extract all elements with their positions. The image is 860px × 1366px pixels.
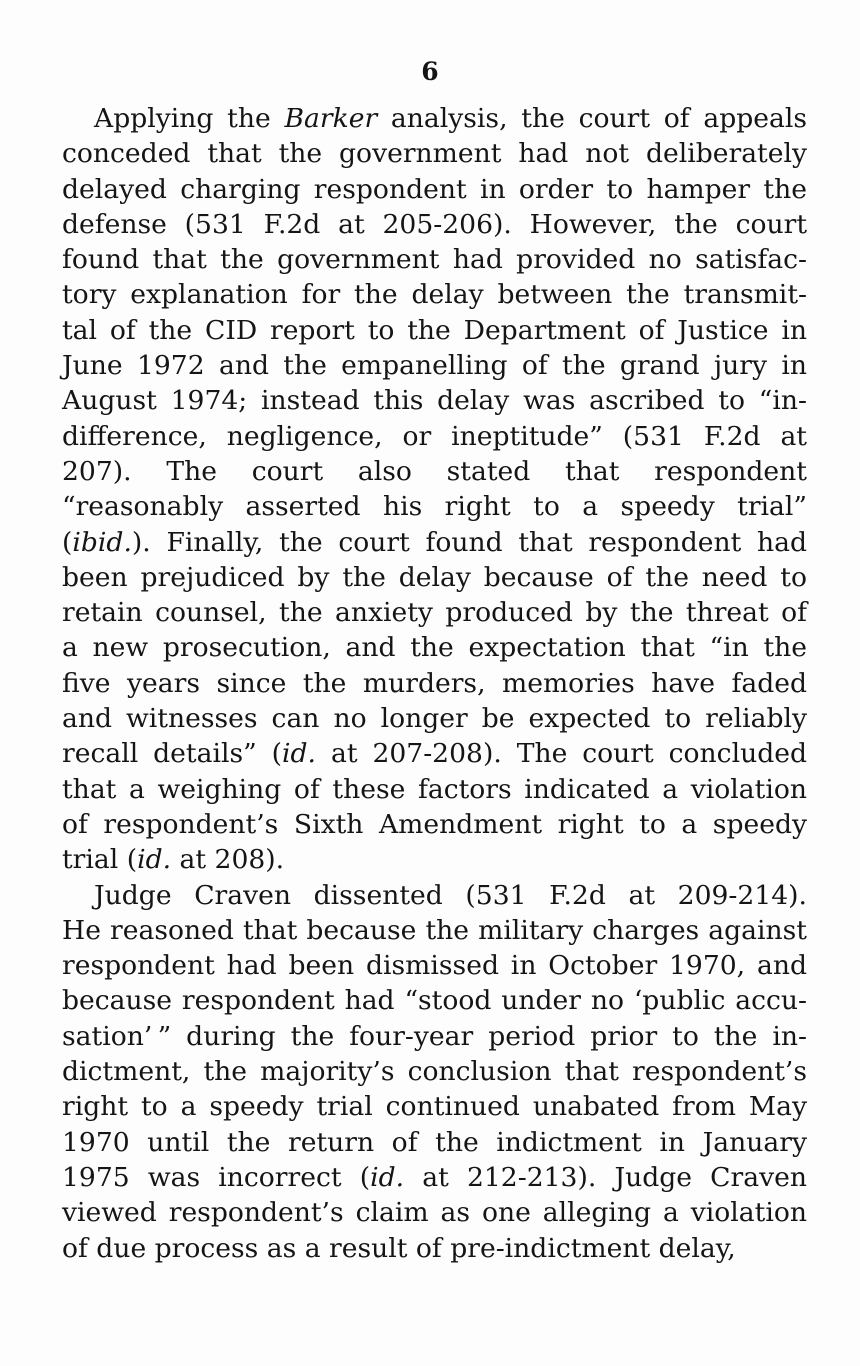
text-segment: retain counsel, the anxiety produced by the threat of xyxy=(62,597,807,629)
text-line xyxy=(62,701,807,736)
text-segment: viewed respondent’s claim as one alleging a violation xyxy=(62,1197,807,1229)
text-line xyxy=(62,1125,807,1160)
text-segment: 207). The court also stated that respondent xyxy=(62,455,807,487)
text-line xyxy=(62,207,807,242)
text-segment: dictment, the majority’s conclusion that respondent’s xyxy=(62,1056,807,1088)
text-line xyxy=(62,630,807,665)
text-line xyxy=(62,666,807,701)
text-segment: five years since the murders, memories have faded xyxy=(62,667,807,699)
italic-text: ibid. xyxy=(72,526,132,558)
text-segment: trial ( xyxy=(62,844,138,876)
italic-text: id. xyxy=(282,738,317,770)
text-line xyxy=(62,525,807,560)
text-segment: been prejudiced by the delay because of the need to xyxy=(62,561,807,593)
italic-text: id. xyxy=(137,844,172,876)
text-segment: He reasoned that because the military charges against xyxy=(62,914,807,946)
text-line xyxy=(62,383,807,418)
text-segment: because respondent had “stood under no ‘public accu- xyxy=(62,985,807,1017)
text-line xyxy=(62,313,807,348)
text-segment: at 212-213). Judge Craven xyxy=(404,1161,807,1193)
text-segment: sation’ ” during the four-year period prior to the in- xyxy=(62,1020,807,1052)
text-line xyxy=(62,172,807,207)
text-segment: and witnesses can no longer be expected to reliably xyxy=(62,703,807,735)
text-segment: June 1972 and the empanelling of the grand jury in xyxy=(62,350,807,382)
text-segment: recall details” ( xyxy=(62,738,283,770)
text-line xyxy=(62,1160,807,1195)
text-line xyxy=(62,419,807,454)
text-line xyxy=(62,1019,807,1054)
text-segment: respondent had been dismissed in October 1970, and xyxy=(62,950,807,982)
text-line xyxy=(62,878,807,913)
text-line xyxy=(62,807,807,842)
text-line xyxy=(62,1231,807,1266)
text-segment: that a weighing of these factors indicated a violation xyxy=(62,773,807,805)
text-line xyxy=(62,277,807,312)
text-segment: tal of the CID report to the Department of Justice in xyxy=(62,314,807,346)
text-segment: found that the government had provided no satisfac- xyxy=(62,244,807,276)
text-segment: August 1974; instead this delay was ascribed to “in- xyxy=(62,385,807,417)
text-segment: 1970 until the return of the indictment in January xyxy=(62,1126,807,1158)
text-line xyxy=(62,489,807,524)
page-number: 6 xyxy=(421,57,439,86)
text-segment: analysis, the court of appeals xyxy=(377,103,807,134)
text-segment: conceded that the government had not deliberately xyxy=(62,138,807,170)
text-line xyxy=(62,1089,807,1124)
text-line xyxy=(62,348,807,383)
text-segment: of due process as a result of pre-indictment delay, xyxy=(62,1232,736,1264)
italic-text: Barker xyxy=(284,103,378,134)
text-segment: 1975 was incorrect ( xyxy=(62,1161,371,1193)
body-text xyxy=(62,101,807,1266)
text-line xyxy=(62,842,807,877)
text-segment: right to a speedy trial continued unabated from May xyxy=(62,1091,807,1123)
text-segment: “reasonably asserted his right to a speedy trial” xyxy=(62,491,807,523)
text-line xyxy=(62,136,807,171)
text-segment: tory explanation for the delay between the transmit- xyxy=(62,279,807,311)
italic-text: id. xyxy=(370,1161,405,1193)
text-segment: difference, negligence, or ineptitude” (531 F.2d at xyxy=(62,420,807,452)
text-segment: at 207-208). The court concluded xyxy=(316,738,807,770)
text-segment: Applying the xyxy=(94,103,285,134)
text-line xyxy=(62,560,807,595)
text-segment: Judge Craven dissented (531 F.2d at 209-214). xyxy=(94,879,807,911)
text-segment: at 208). xyxy=(171,844,285,876)
text-segment: of respondent’s Sixth Amendment right to a speedy xyxy=(62,808,807,840)
text-segment: ( xyxy=(62,526,73,558)
paragraph xyxy=(62,101,807,878)
text-segment: delayed charging respondent in order to hamper the xyxy=(62,173,807,205)
paragraph xyxy=(62,878,807,1266)
text-line xyxy=(62,913,807,948)
text-line xyxy=(62,736,807,771)
text-segment: a new prosecution, and the expectation that “in the xyxy=(62,632,807,664)
text-line xyxy=(62,101,807,136)
text-segment: defense (531 F.2d at 205-206). However, the court xyxy=(62,208,807,240)
text-line xyxy=(62,983,807,1018)
text-line xyxy=(62,595,807,630)
text-line xyxy=(62,1195,807,1230)
text-line xyxy=(62,454,807,489)
text-line xyxy=(62,948,807,983)
text-line xyxy=(62,772,807,807)
text-line xyxy=(62,1054,807,1089)
text-line xyxy=(62,242,807,277)
text-segment: ). Finally, the court found that respondent had xyxy=(131,526,807,558)
